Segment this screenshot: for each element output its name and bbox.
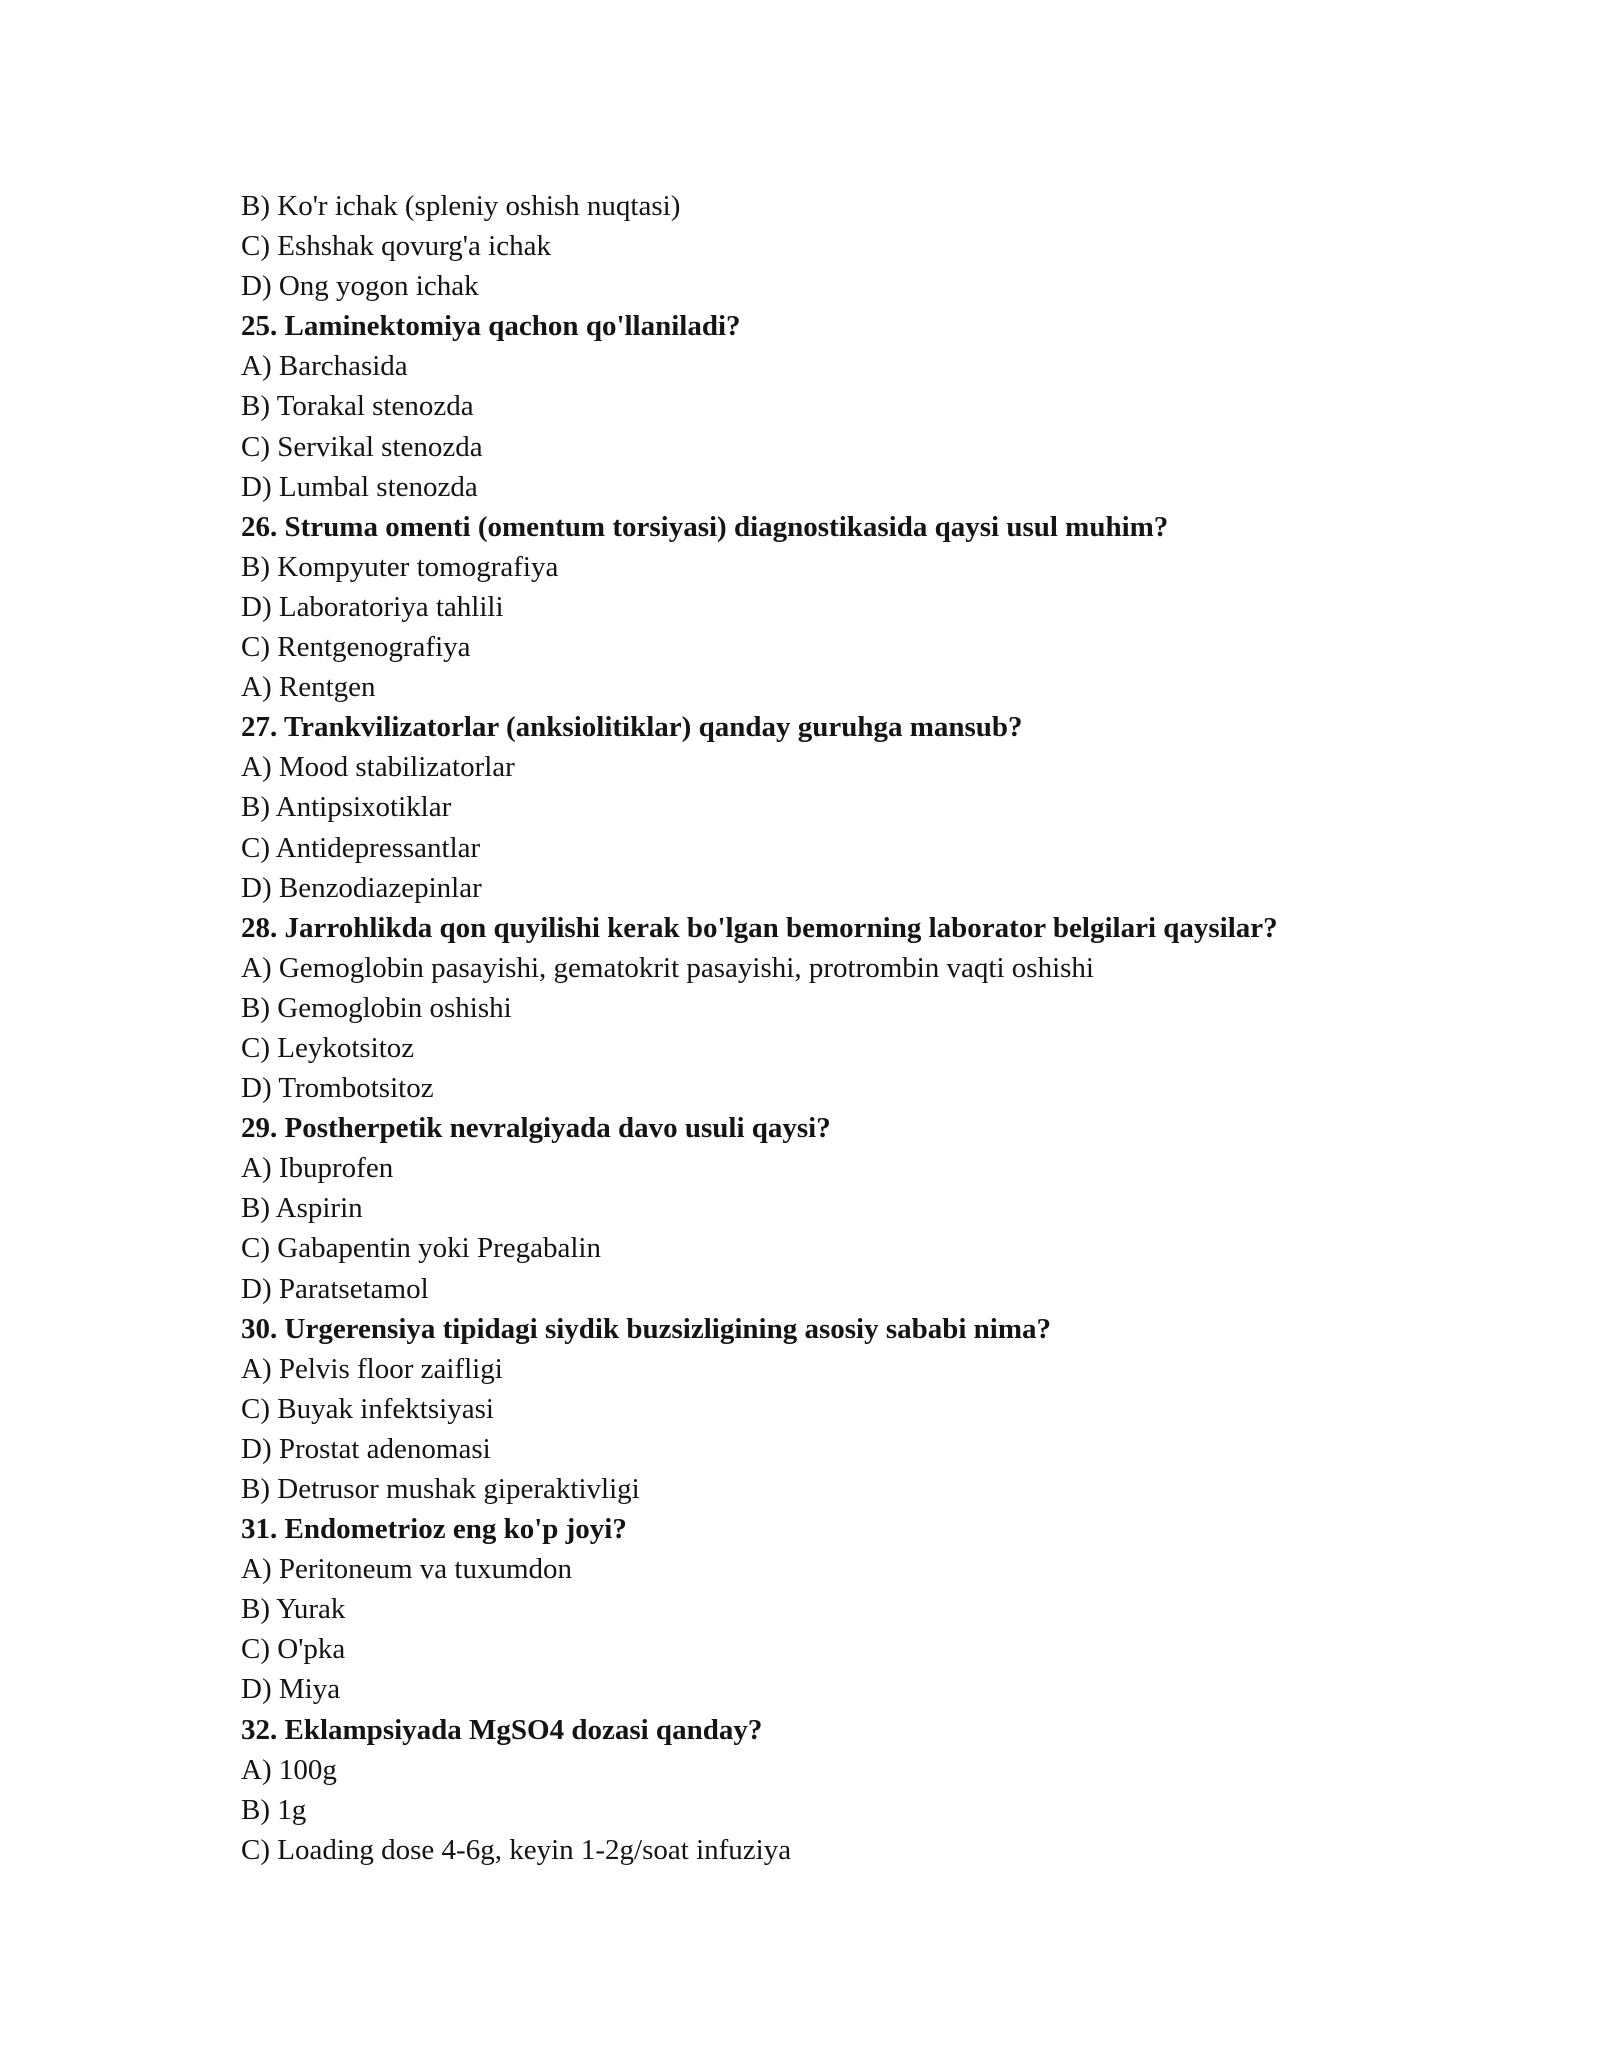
answer-option: D) Trombotsitoz: [241, 1072, 434, 1105]
answer-option: B) Antipsixotiklar: [241, 791, 452, 824]
answer-option: B) Torakal stenozda: [241, 390, 474, 423]
answer-option: A) Barchasida: [241, 350, 408, 383]
answer-option: C) Buyak infektsiyasi: [241, 1392, 494, 1425]
answer-option: A) Mood stabilizatorlar: [241, 751, 515, 784]
answer-option: C) Servikal stenozda: [241, 430, 483, 463]
answer-option: B) 1g: [241, 1793, 307, 1826]
answer-option: C) Loading dose 4-6g, keyin 1-2g/soat infuziya: [241, 1833, 792, 1866]
answer-option: C) Rentgenografiya: [241, 631, 471, 664]
answer-option: C) O'pka: [241, 1633, 346, 1666]
answer-option: B) Ko'r ichak (spleniy oshish nuqtasi): [241, 190, 681, 222]
answer-option: C) Leykotsitoz: [241, 1031, 415, 1064]
answer-option: A) Ibuprofen: [241, 1152, 394, 1185]
question-heading: 30. Urgerensiya tipidagi siydik buzsizligining asosiy sababi nima?: [241, 1312, 1052, 1345]
question-heading: 26. Struma omenti (omentum torsiyasi) diagnostikasida qaysi usul muhim?: [241, 510, 1169, 543]
question-heading: 32. Eklampsiyada MgSO4 dozasi qanday?: [241, 1713, 763, 1746]
answer-option: B) Detrusor mushak giperaktivligi: [241, 1473, 640, 1505]
document-body: [241, 186, 1441, 1870]
question-heading: 25. Laminektomiya qachon qo'llaniladi?: [241, 310, 741, 343]
answer-option: A) Peritoneum va tuxumdon: [241, 1553, 573, 1586]
answer-option: B) Gemoglobin oshishi: [241, 991, 512, 1024]
answer-option: D) Lumbal stenozda: [241, 470, 478, 503]
answer-option: B) Kompyuter tomografiya: [241, 550, 559, 583]
answer-option: C) Antidepressantlar: [241, 831, 481, 864]
answer-option: D) Laboratoriya tahlili: [241, 590, 504, 623]
question-heading: 31. Endometrioz eng ko'p joyi?: [241, 1513, 627, 1546]
question-heading: 29. Postherpetik nevralgiyada davo usuli qaysi?: [241, 1112, 831, 1145]
answer-option: C) Gabapentin yoki Pregabalin: [241, 1232, 601, 1265]
answer-option: D) Prostat adenomasi: [241, 1432, 491, 1465]
answer-option: B) Yurak: [241, 1593, 346, 1626]
answer-option: C) Eshshak qovurg'a ichak: [241, 230, 551, 263]
answer-option: A) Gemoglobin pasayishi, gematokrit pasayishi, protrombin vaqti oshishi: [241, 951, 1094, 984]
answer-option: A) 100g: [241, 1753, 337, 1786]
question-heading: 28. Jarrohlikda qon quyilishi kerak bo'lgan bemorning laborator belgilari qaysilar?: [241, 911, 1278, 944]
answer-option: D) Ong yogon ichak: [241, 270, 479, 303]
answer-option: B) Aspirin: [241, 1192, 363, 1225]
answer-option: D) Benzodiazepinlar: [241, 871, 482, 904]
answer-option: A) Rentgen: [241, 671, 376, 704]
answer-option: D) Miya: [241, 1673, 341, 1706]
answer-option: A) Pelvis floor zaifligi: [241, 1352, 503, 1385]
answer-option: D) Paratsetamol: [241, 1272, 429, 1305]
question-heading: 27. Trankvilizatorlar (anksiolitiklar) qanday guruhga mansub?: [241, 711, 1023, 744]
